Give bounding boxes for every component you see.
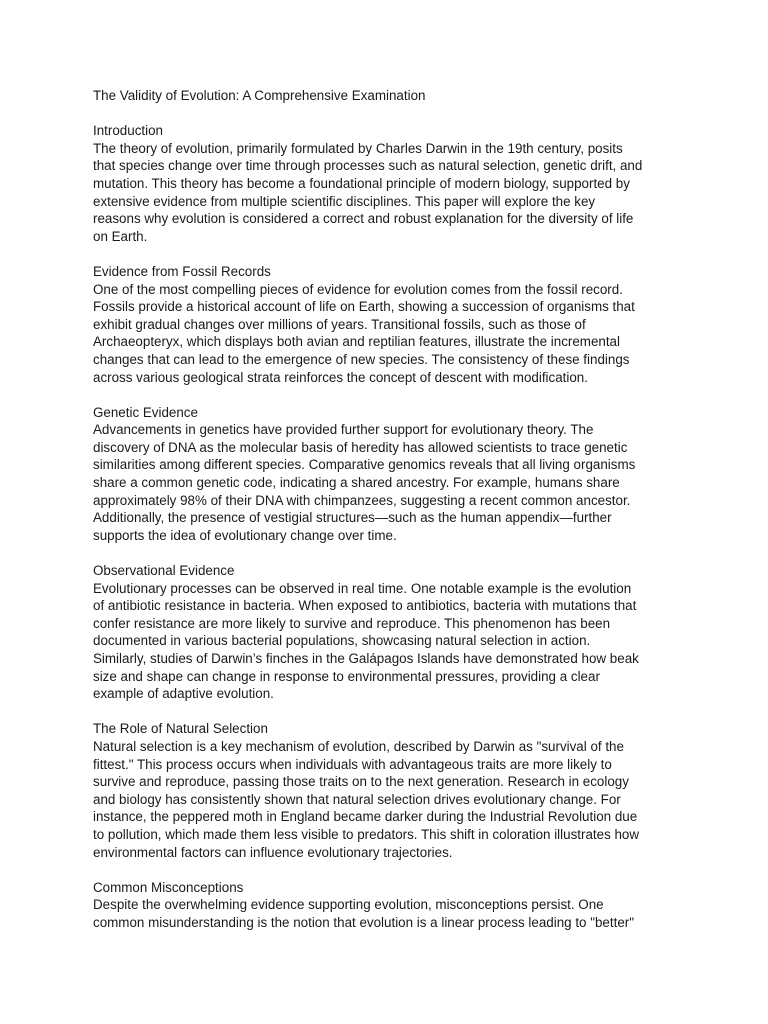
- section-heading: Observational Evidence: [93, 563, 235, 579]
- section-heading: Evidence from Fossil Records: [93, 263, 271, 279]
- paragraph-line: Evolutionary processes can be observed in real time. One notable example is the evolution: [93, 580, 632, 596]
- section: [93, 562, 683, 703]
- paragraph-line: of antibiotic resistance in bacteria. When exposed to antibiotics, bacteria with mutations that: [93, 598, 637, 614]
- document-body: [93, 87, 683, 932]
- paragraph-line: Similarly, studies of Darwin’s finches in the Galápagos Islands have demonstrated how beak: [93, 651, 639, 666]
- paragraph-line: similarities among different species. Comparative genomics reveals that all living organisms: [93, 457, 636, 473]
- paragraph-line: changes that can lead to the emergence of new species. The consistency of these findings: [93, 351, 630, 367]
- paragraph-line: on Earth.: [93, 228, 148, 244]
- paragraph-line: and biology has consistently shown that natural selection drives evolutionary change. For: [93, 791, 621, 807]
- paragraph-line: survive and reproduce, passing those traits on to the next generation. Research in ecology: [93, 774, 629, 790]
- section: [93, 263, 683, 386]
- paragraph-line: The theory of evolution, primarily formulated by Charles Darwin in the 19th century, posits: [93, 140, 623, 156]
- paragraph-line: across various geological strata reinforces the concept of descent with modification.: [93, 369, 588, 385]
- paragraph-line: that species change over time through processes such as natural selection, genetic drift, and: [93, 158, 643, 174]
- paragraph-line: confer resistance are more likely to survive and reproduce. This phenomenon has been: [93, 615, 611, 631]
- paragraph-line: Archaeopteryx, which displays both avian and reptilian features, illustrate the incremental: [93, 334, 620, 350]
- paragraph-line: exhibit gradual changes over millions of years. Transitional fossils, such as those of: [93, 316, 586, 332]
- paragraph-line: Natural selection is a key mechanism of evolution, described by Darwin as "survival of the: [93, 738, 624, 754]
- paragraph-line: example of adaptive evolution.: [93, 686, 274, 702]
- paragraph-line: share a common genetic code, indicating a shared ancestry. For example, humans share: [93, 475, 620, 491]
- section-heading: Genetic Evidence: [93, 404, 198, 420]
- section-heading: The Role of Natural Selection: [93, 721, 268, 737]
- paragraph-line: mutation. This theory has become a foundational principle of modern biology, supported by: [93, 175, 630, 191]
- paragraph-line: common misunderstanding is the notion that evolution is a linear process leading to "better": [93, 914, 634, 930]
- section: [93, 720, 683, 861]
- document-title: The Validity of Evolution: A Comprehensive Examination: [93, 88, 426, 103]
- paragraph-line: Despite the overwhelming evidence supporting evolution, misconceptions persist. One: [93, 897, 604, 913]
- paragraph-line: environmental factors can influence evolutionary trajectories.: [93, 844, 453, 860]
- section: [93, 122, 683, 245]
- paragraph-line: One of the most compelling pieces of evidence for evolution comes from the fossil record.: [93, 281, 623, 297]
- document-title-block: [93, 87, 683, 105]
- paragraph-line: extensive evidence from multiple scientific disciplines. This paper will explore the key: [93, 193, 596, 209]
- paragraph-line: Additionally, the presence of vestigial structures—such as the human appendix—further: [93, 510, 612, 526]
- section-heading: Introduction: [93, 123, 163, 139]
- paragraph-line: discovery of DNA as the molecular basis of heredity has allowed scientists to trace genetic: [93, 439, 628, 455]
- paragraph-line: reasons why evolution is considered a correct and robust explanation for the diversity of life: [93, 211, 634, 227]
- section: [93, 879, 683, 932]
- section-heading: Common Misconceptions: [93, 879, 244, 895]
- paragraph-line: size and shape can change in response to environmental pressures, providing a clear: [93, 668, 600, 684]
- paragraph-line: to pollution, which made them less visible to predators. This shift in coloration illustrates how: [93, 826, 640, 842]
- paragraph-line: fittest." This process occurs when individuals with advantageous traits are more likely to: [93, 756, 612, 772]
- paragraph-line: Fossils provide a historical account of life on Earth, showing a succession of organisms that: [93, 299, 635, 315]
- section: [93, 404, 683, 545]
- paragraph-line: Advancements in genetics have provided further support for evolutionary theory. The: [93, 422, 594, 438]
- paragraph-line: documented in various bacterial populations, showcasing natural selection in action.: [93, 633, 591, 649]
- paragraph-line: instance, the peppered moth in England became darker during the Industrial Revolution due: [93, 809, 638, 825]
- paragraph-line: supports the idea of evolutionary change over time.: [93, 527, 397, 543]
- paragraph-line: approximately 98% of their DNA with chimpanzees, suggesting a recent common ancestor.: [93, 492, 631, 508]
